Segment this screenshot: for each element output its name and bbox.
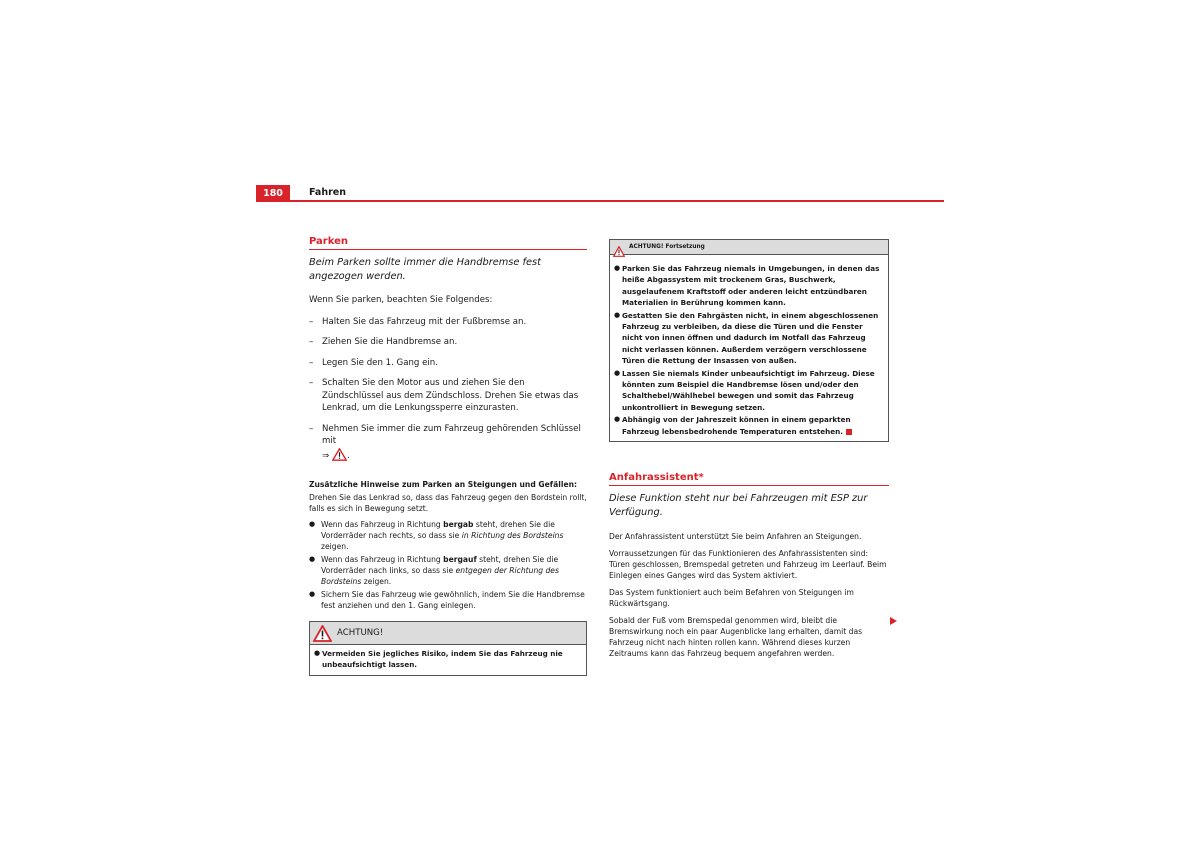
cross-ref-arrow: ⇒: [322, 450, 330, 461]
left-column: [309, 236, 587, 676]
step-5-text: Nehmen Sie immer die zum Fahrzeug gehörenden Schlüssel mit: [322, 423, 581, 446]
warning-item: ● Vermeiden Sie jegliches Risiko, indem Sie das Fahrzeug nie unbeaufsichtigt lassen.: [314, 649, 563, 670]
anfahr-paragraph: Der Anfahrassistent unterstützt Sie beim Anfahren an Steigungen.: [609, 532, 862, 542]
step-5-end: .: [346, 450, 350, 461]
bullet-item: ● Wenn das Fahrzeug in Richtung bergauf steht, drehen Sie die Vorderräder nach links, so dass sie entgegen der Richtung des Bordsteins zeigen.: [309, 555, 559, 586]
bullet-item: ● Wenn das Fahrzeug in Richtung bergab steht, drehen Sie die Vorderräder nach rechts, so dass sie in Richtung des Bordsteins zeigen.: [309, 520, 564, 551]
end-of-section-icon: [846, 429, 852, 435]
warning-continued-title: ACHTUNG! Fortsetzung: [629, 244, 705, 250]
warning-continued-box: [609, 239, 889, 442]
warning-triangle-icon: [313, 625, 332, 642]
warning-item: ● Parken Sie das Fahrzeug niemals in Umgebungen, in denen das heiße Abgassystem mit trockenem Gras, Buschwerk, ausgelaufenem Kraftstoff oder anderen leicht entzündbaren Materialien in Berührung kommen kann.: [614, 264, 880, 308]
parken-intro: Wenn Sie parken, beachten Sie Folgendes:: [309, 295, 493, 305]
warning-triangle-icon: [613, 242, 625, 253]
sub-heading: Zusätzliche Hinweise zum Parken an Steigungen und Gefällen:: [309, 480, 578, 489]
warning-item: ● Abhängig von der Jahreszeit können in einem geparkten Fahrzeug lebensbedrohende Temperaturen entstehen.: [614, 415, 851, 436]
step-item: [309, 423, 587, 466]
step-item: – Legen Sie den 1. Gang ein.: [309, 357, 587, 370]
anfahr-paragraph: Das System funktioniert auch beim Befahren von Steigungen im Rückwärtsgang.: [609, 588, 854, 609]
right-column: [609, 239, 889, 659]
bullet-item: ● Sichern Sie das Fahrzeug wie gewöhnlich, indem Sie die Handbremse fest anziehen und den 1. Gang einlegen.: [309, 590, 585, 610]
anfahr-paragraph: Sobald der Fuß vom Bremspedal genommen wird, bleibt die Bremswirkung noch ein paar Augenblicke lang erhalten, damit das Fahrzeug nicht nach hinten rollen kann. Während dieses kurzen Zeitraums kann das Fahrzeug bequem angefahren werden.: [609, 616, 863, 659]
warning-header: [310, 622, 586, 645]
next-page-arrow-icon: [890, 617, 897, 625]
parken-heading: Parken: [309, 236, 587, 250]
sub-intro: Drehen Sie das Lenkrad so, dass das Fahrzeug gegen den Bordstein rollt, falls es sich in Bewegung setzt.: [309, 493, 587, 513]
warning-item: ● Lassen Sie niemals Kinder unbeaufsichtigt im Fahrzeug. Diese könnten zum Beispiel die Handbremse lösen und/oder den Schalthebel/Wählhebel bewegen und somit das Fahrzeug unkontrolliert in Bewegung setzen.: [614, 368, 875, 412]
anfahr-paragraph: Vorraussetzungen für das Funktionieren des Anfahrassistenten sind: Türen geschlossen, Bremspedal getreten und Fahrzeug im Leerlauf. Beim Einlegen eines Ganges wird das System aktiviert.: [609, 549, 887, 581]
anfahr-lead: Diese Funktion steht nur bei Fahrzeugen mit ESP zur Verfügung.: [609, 493, 868, 519]
header-rule: [290, 200, 944, 202]
step-item: – Halten Sie das Fahrzeug mit der Fußbremse an.: [309, 316, 587, 329]
warning-continued-header: [610, 240, 888, 255]
step-item: – Schalten Sie den Motor aus und ziehen Sie den Zündschlüssel aus dem Zündschloss. Drehen Sie etwas das Lenkrad, um die Lenkungssperre einzurasten.: [309, 377, 587, 415]
page-number: 180: [256, 185, 290, 202]
parken-steps: [309, 316, 587, 466]
step-item: – Ziehen Sie die Handbremse an.: [309, 336, 587, 349]
anfahr-heading: Anfahrassistent*: [609, 472, 889, 486]
parken-lead: Beim Parken sollte immer die Handbremse fest angezogen werden.: [309, 257, 541, 282]
section-title: Fahren: [309, 187, 346, 198]
warning-box: [309, 621, 587, 676]
warning-title: ACHTUNG!: [337, 628, 384, 638]
warning-item: ● Gestatten Sie den Fahrgästen nicht, in einem abgeschlossenen Fahrzeug zu verbleiben, da diese die Türen und die Fenster nicht von innen öffnen und dadurch im Notfall das Fahrzeug nicht verlassen können. Außerdem verzögern verschlossene Türen die Rettung der Insassen von außen.: [614, 310, 879, 366]
warning-triangle-icon: [332, 448, 347, 466]
